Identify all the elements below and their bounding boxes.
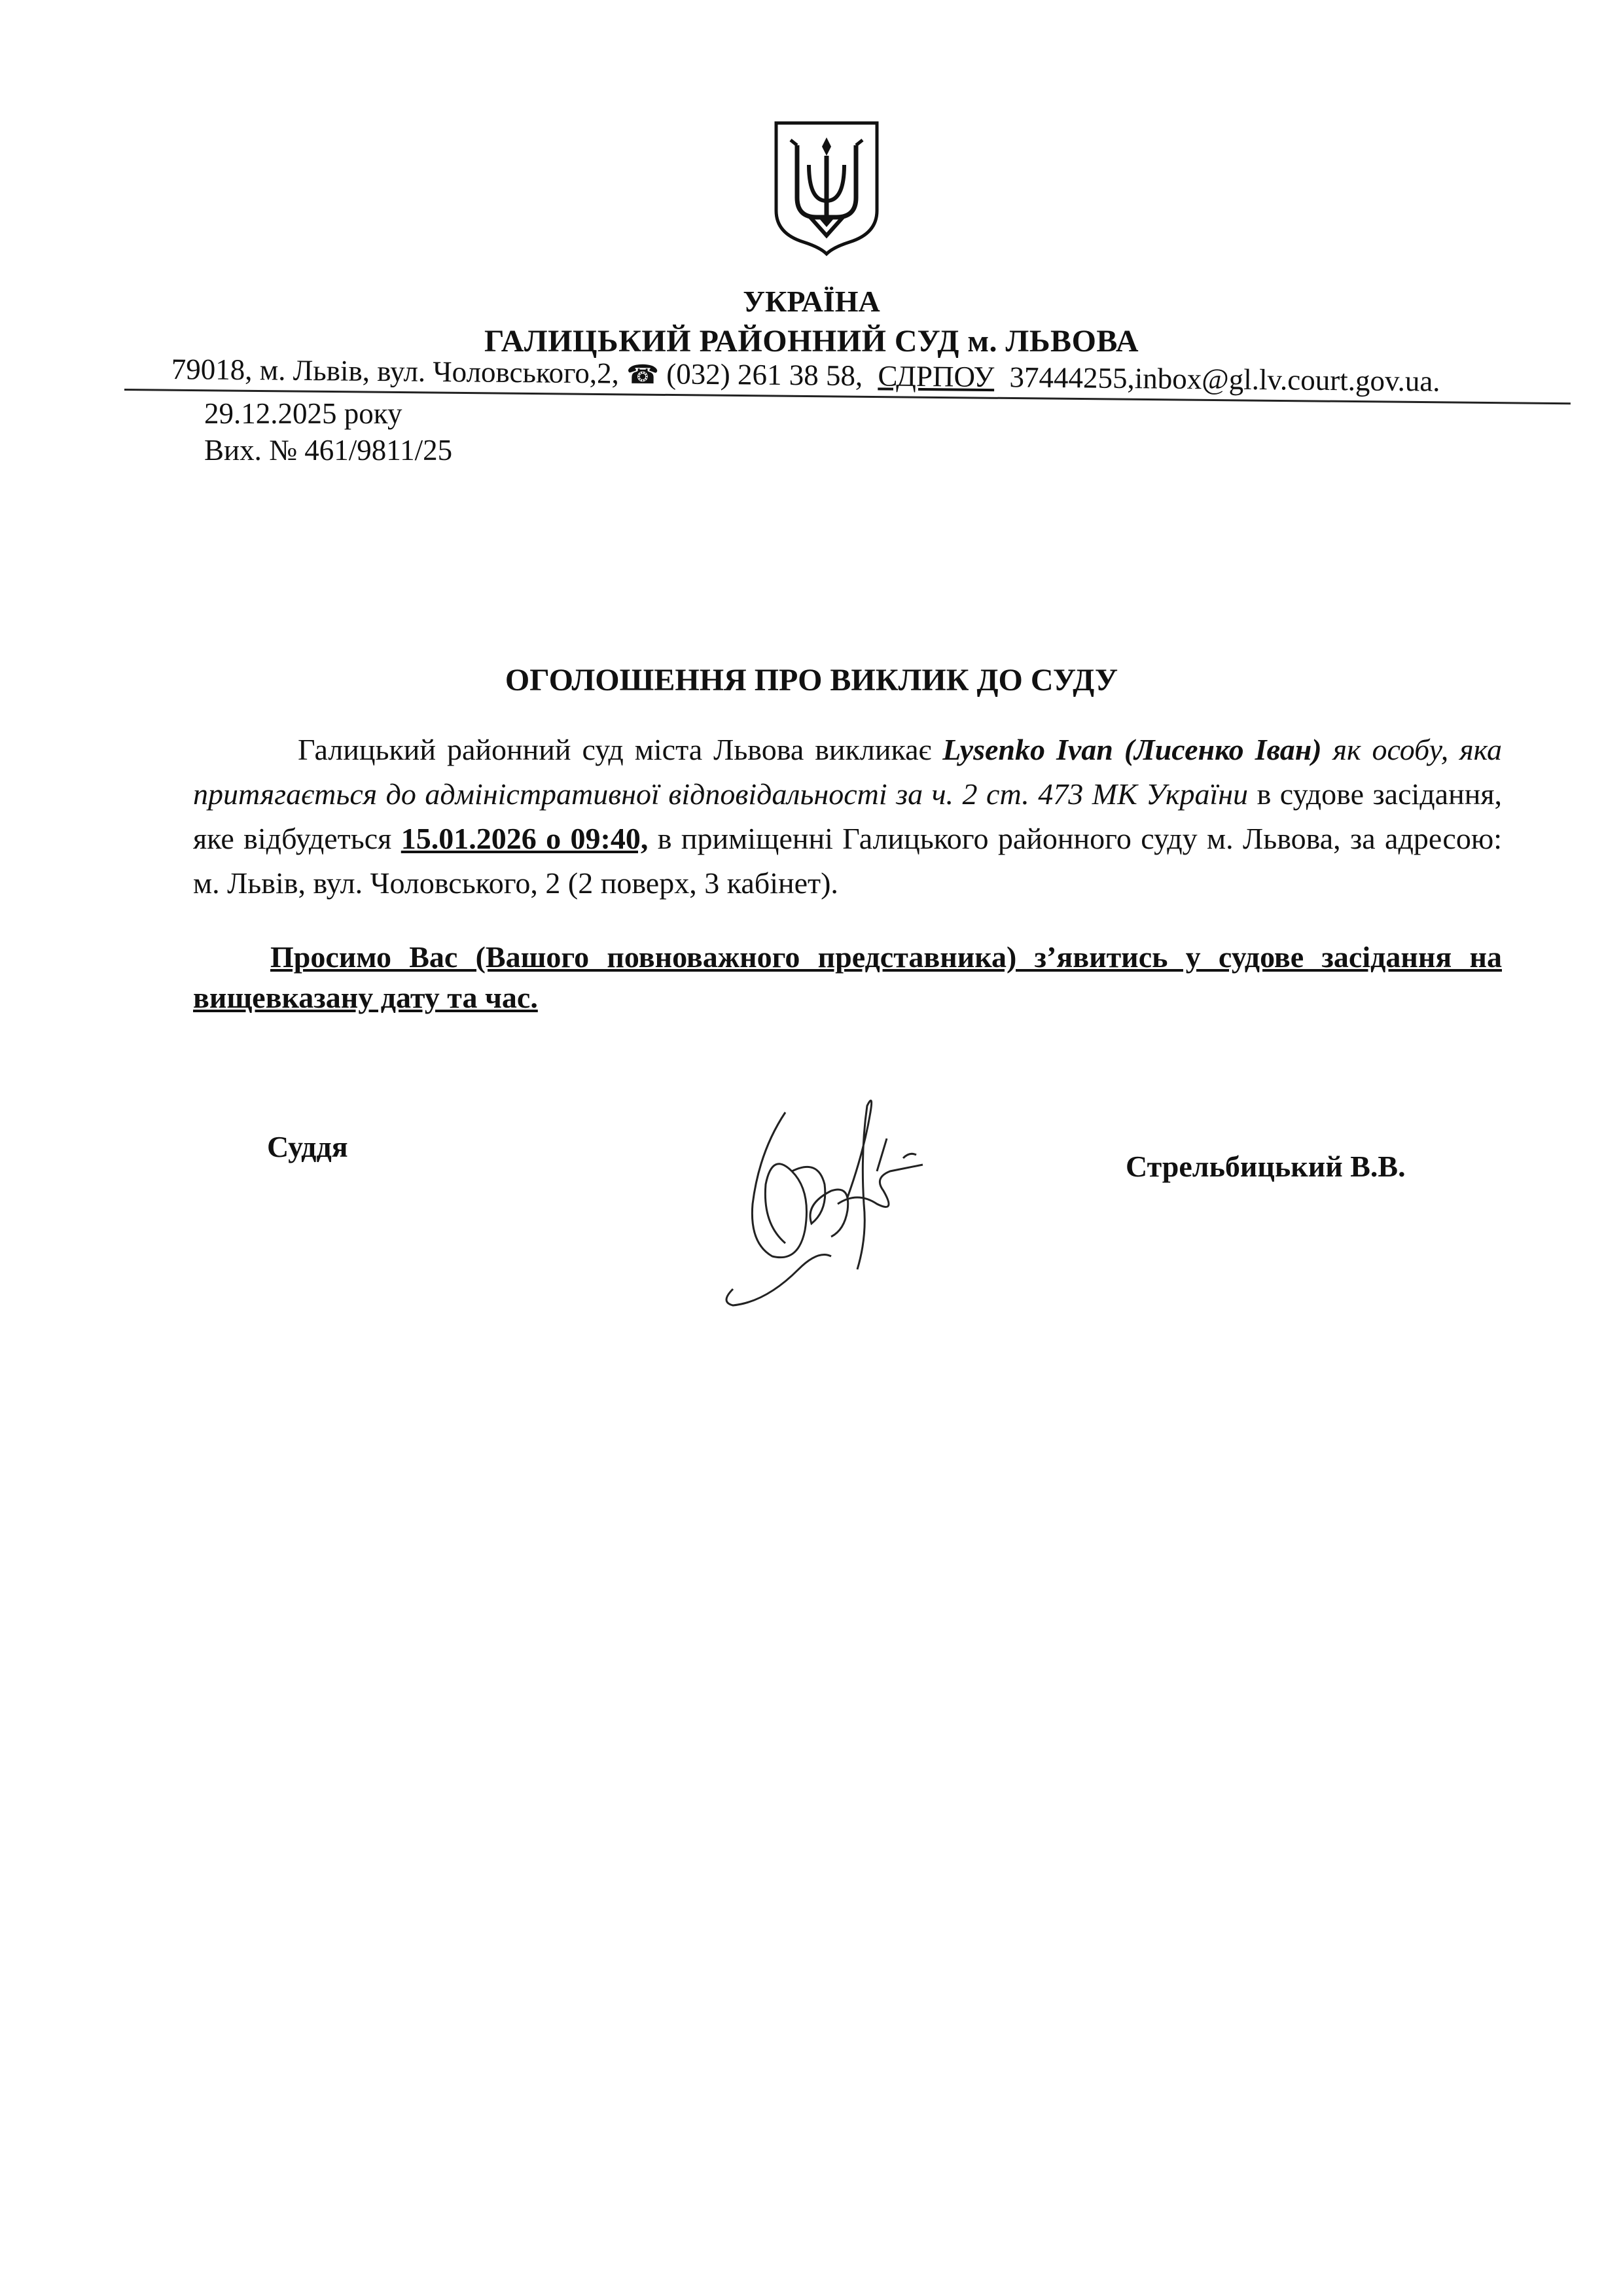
appearance-request-text: Просимо Вас (Вашого повноважного представника) з’явитись у судове засідання на вищевказану дату та час.	[193, 940, 1502, 1014]
edrpou-email: 37444255,inbox@gl.lv.court.gov.ua.	[1009, 361, 1440, 398]
body-text-b: в судове засідання, яке відбудеться	[193, 777, 1502, 855]
appearance-request	[193, 937, 1502, 1018]
phone-number: (032) 261 38 58,	[666, 357, 863, 393]
edrpou-label: СДРПОУ	[878, 359, 995, 394]
outgoing-number: Вих. № 461/9811/25	[204, 434, 453, 467]
country-heading: УКРАЇНА	[743, 285, 880, 318]
judge-label: Суддя	[267, 1130, 348, 1163]
summoned-person-name: Lysenko Ivan (Лисенко Іван)	[942, 733, 1322, 766]
hearing-datetime: 15.01.2026 о 09:40,	[401, 822, 649, 855]
handwritten-signature	[707, 1073, 942, 1322]
court-heading: ГАЛИЦЬКИЙ РАЙОННИЙ СУД м. ЛЬВОВА	[484, 324, 1139, 359]
judge-name: Стрельбицький В.В.	[1126, 1150, 1406, 1183]
document-date: 29.12.2025 року	[204, 397, 402, 430]
summons-paragraph	[193, 728, 1502, 906]
address-text: 79018, м. Львів, вул. Чоловського,2,	[171, 352, 620, 390]
phone-icon: ☎	[626, 359, 660, 390]
body-text-c: в приміщенні Галицького районного суду м. Львова, за адресою: м. Львів, вул. Чоловського, 2 (2 поверх, 3 кабінет).	[193, 822, 1502, 900]
body-text-a: Галицький районний суд міста Львова викликає	[298, 733, 943, 766]
document-title: ОГОЛОШЕННЯ ПРО ВИКЛИК ДО СУДУ	[505, 663, 1118, 698]
coat-of-arms-icon	[771, 119, 882, 256]
summoned-person-role: як особу, яка притягається до адміністративної відповідальності за ч. 2 ст. 473 МК України	[193, 733, 1502, 811]
